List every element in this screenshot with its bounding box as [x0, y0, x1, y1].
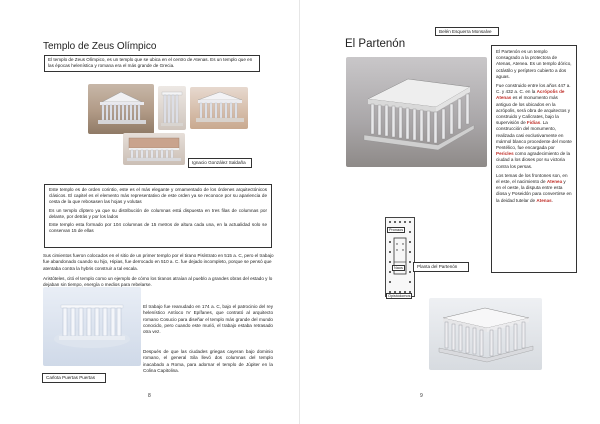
- parthenon-model-photo: [346, 57, 487, 167]
- plan-label-middle: Naos: [394, 266, 403, 270]
- page-number: 8: [148, 393, 151, 399]
- author-name: Belén Esquerra Monsalve: [439, 29, 492, 34]
- sidebar-p2-text-c: . La construcción del monumento, realizada casi exclusivamente en mármol blanco procedente del monte Pentélico, fue encargada por: [496, 120, 572, 151]
- temple-angle-illustration: [190, 87, 248, 129]
- history-paragraph-1: Sus cimientos fueron colocados en el sitio de un primer templo por el tirano Pisístrato en 515 a. C, pero el trabajo fue abandonado cuando su hijo, Hipias, fue derrocado en 510 a. C. fue dejado incompleto, porque se pensó que atentaba contra la hybris construir a tal escala.: [43, 253, 274, 271]
- sidebar-paragraph-3: [496, 173, 572, 204]
- paper-columns-illustration: [43, 287, 141, 366]
- page-title: El Partenón: [345, 38, 406, 50]
- sidebar-p2-text-d: como agradecimiento de la ciudad a los dioses por su victoria contra los persas.: [496, 151, 571, 169]
- plan-caption-box: [413, 262, 469, 272]
- sidebar-p2-text-a: Fue construido entre los años 447 a. C. y 432 a. C. en la: [496, 83, 571, 95]
- parthenon-paper-model-photo: [429, 298, 542, 370]
- sidebar-paragraph-2: [496, 83, 572, 170]
- sidebar-paragraph-1: El Partenón es un templo consagrado a la protectora de Atenas, Atenea. Es un templo dórico, octástilo y períptero cubierto a dos aguas.: [496, 49, 572, 79]
- sidebar-p3-text-a: Los temas de los frontones son, en el este, el nacimiento de: [496, 172, 568, 185]
- page-number: 9: [420, 393, 423, 399]
- description-paragraph-1: Este templo es de orden corintio, este es el más elegante y ornamentado de los órdenes arquitectónicos clásicos. El capitel es el elemento más representativo de este orden ya se reconoce por su apariencia de cesta de la que rebosasen las hojas y volutas: [49, 187, 267, 205]
- intro-text: El templo de Zeus Olímpico, es un templo que se ubica en el centro de Atenas. Es un templo que en las épocas helenística y romana era el más grande de Grecia.: [48, 57, 253, 69]
- sidebar-p2-pericles: Pericles: [496, 151, 514, 157]
- sidebar-p3-text-c: .: [551, 197, 553, 203]
- sidebar-p2-fidias: Fidias: [526, 120, 541, 126]
- model-photo-column: [158, 86, 186, 130]
- intro-box: [44, 55, 260, 72]
- temple-model-illustration: [88, 84, 154, 134]
- photo-credit-box: [188, 158, 252, 168]
- model-credit: Carlota Puertas Puertas: [46, 375, 96, 380]
- page-title: Templo de Zeus Olímpico: [43, 41, 157, 52]
- parthenon-paper-illustration: [429, 298, 542, 370]
- model-credit-box: [42, 373, 106, 383]
- author-box: [435, 27, 499, 36]
- parthenon-model-illustration: [346, 57, 487, 167]
- description-paragraph-2: Es un templo díptero ya que su distribución de columnas está dispuesta en tres filas de columnas por delante, por detrás y por los lados: [49, 207, 267, 219]
- model-photo-front: [88, 84, 154, 134]
- plan-caption: Planta del Partenón: [417, 264, 458, 269]
- sidebar-p2-acropolis: Acrópolis de Atenas: [496, 89, 565, 101]
- history-paragraph-3: El trabajo fue reanudado en 174 a. C, bajo el patrocinio del rey helenístico Antíoco IV Epífanes, que contrató al arquitecto romano Cosucio para diseñar el templo más grande del mundo conocido, pero cuando este murió, el trabajo estaba retrasado otra vez.: [143, 304, 273, 335]
- model-photo-angle: [190, 87, 248, 129]
- sidebar-p3-atenea: Atenea: [546, 179, 563, 185]
- column-detail-illustration: [158, 86, 186, 130]
- description-paragraph-3: Este templo esta formado por 104 columnas de 15 metros de altura cada una, en la actualidad solo se conservan 15 de ellas: [49, 222, 267, 234]
- sidebar-p3-text-b: y en el oeste, la disputa entre esta diosa y Poseidón para convertirse en la deidad tutelar de: [496, 179, 572, 203]
- temple-top-illustration: [123, 133, 185, 165]
- paper-model-photo: [43, 287, 141, 366]
- description-box: [44, 184, 272, 248]
- sidebar-box: [491, 45, 577, 273]
- right-page: [300, 0, 600, 424]
- history-paragraph-4: Después de que las ciudades griegas cayeran bajo dominio romano, el general Sila llevó dos columnas del templo inacabado a Roma, para adornar el templo de Júpiter en la Colina Capitolina.: [143, 349, 273, 373]
- photo-credit: Ignacio González Saldaña: [192, 160, 246, 165]
- plan-label-bottom: Opistódomos: [388, 294, 411, 298]
- model-photo-top: [123, 133, 185, 165]
- history-paragraph-2: Aristóteles, citó el templo como un ejemplo de cómo los tiranos atraían al pueblo a grandes obras del estado y lo dejaban sin tiempo, energía o medios para rebelarse.: [43, 276, 273, 288]
- plan-label-top: Pronaos: [389, 228, 404, 232]
- sidebar-p3-atenas: Atenas: [536, 197, 552, 203]
- sidebar-p2-text-b: es el monumento más antiguo de los ubicados en la acrópolis, será obra de arquitectos y construido y Calícrates, bajo la supervisión de: [496, 95, 571, 126]
